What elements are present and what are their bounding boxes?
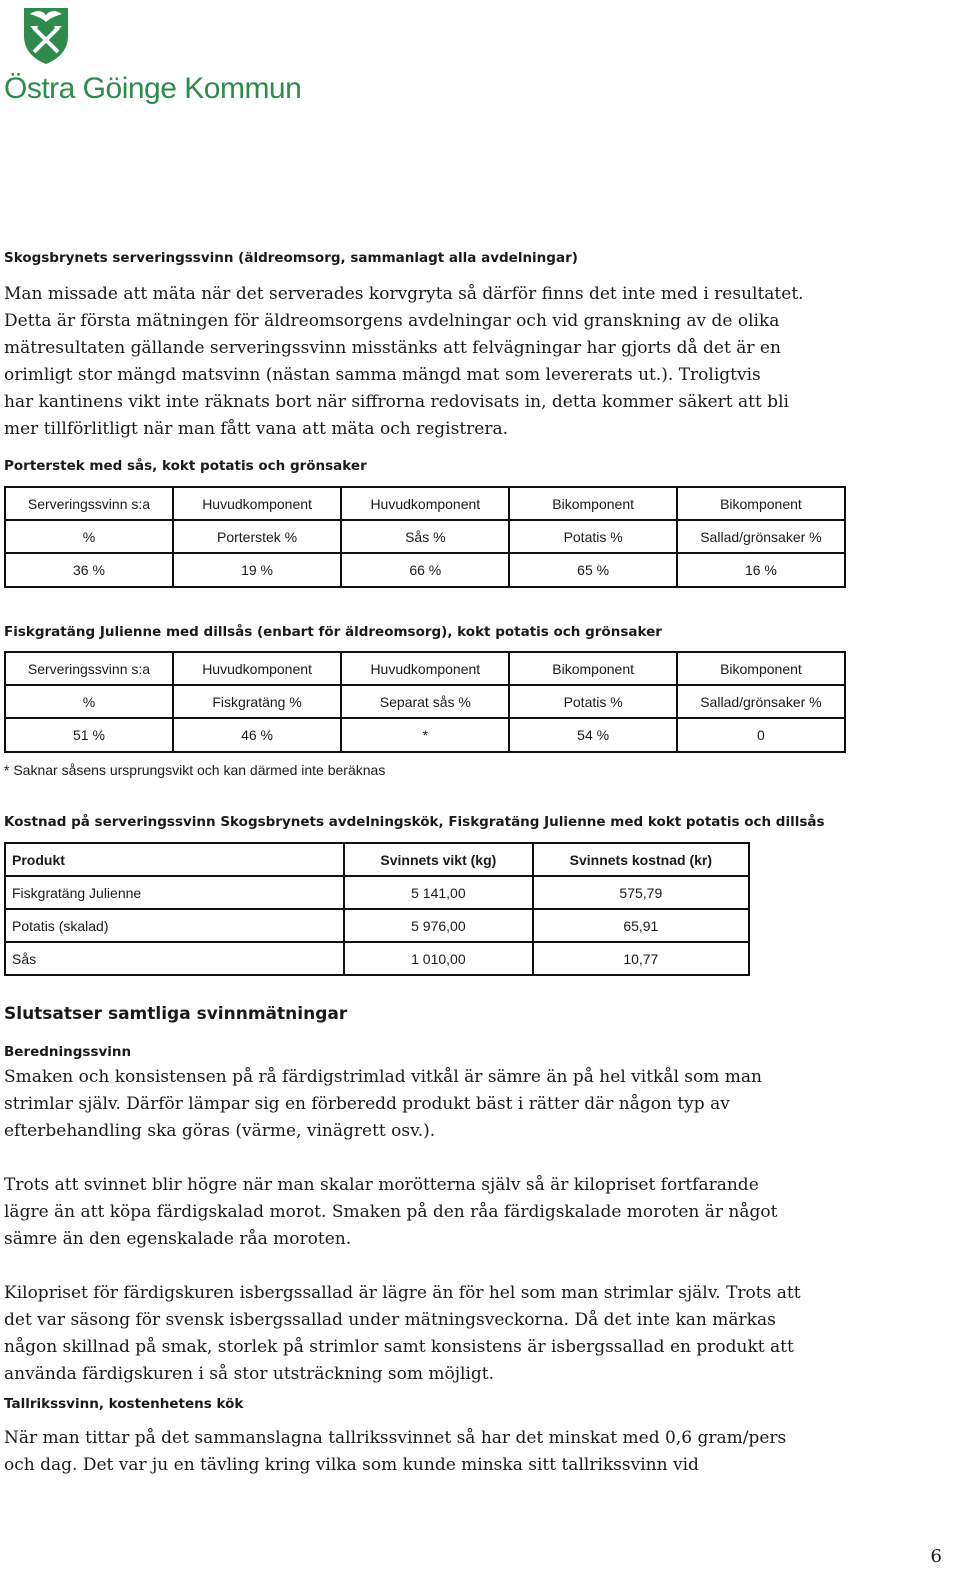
- table-cell: Huvudkomponent: [341, 652, 509, 685]
- table-cell: 65,91: [533, 909, 749, 942]
- table-cell: Porterstek %: [173, 520, 341, 553]
- table-row: [5, 718, 845, 752]
- text-line: Smaken och konsistensen på rå färdigstrimlad vitkål är sämre än på hel vitkål som man: [4, 1067, 762, 1087]
- table-cell: 66 %: [341, 553, 509, 587]
- text-line: och dag. Det var ju en tävling kring vilka som kunde minska sitt tallrikssvinn vid: [4, 1455, 699, 1475]
- text-line: har kantinens vikt inte räknats bort när siffrorna redovisats in, detta kommer säkert att bli: [4, 392, 789, 412]
- table-cell: Huvudkomponent: [173, 487, 341, 520]
- table-cell: Potatis (skalad): [5, 909, 344, 942]
- table-row: [5, 553, 845, 587]
- text-line: sämre än den egenskalade råa moroten.: [4, 1229, 352, 1249]
- text-line: Kilopriset för färdigskuren isbergssallad är lägre än för hel som man strimlar själv. Trots att: [4, 1283, 801, 1303]
- table-heading: Kostnad på serveringssvinn Skogsbrynets avdelningskök, Fiskgratäng Julienne med kokt potatis och dillsås: [4, 814, 825, 830]
- table-cell: Bikomponent: [677, 487, 845, 520]
- table-cell: 5 141,00: [344, 876, 533, 909]
- coat-of-arms-icon: [22, 6, 70, 66]
- text-line: När man tittar på det sammanslagna tallrikssvinnet så har det minskat med 0,6 gram/pers: [4, 1428, 787, 1448]
- table-header-row: [5, 843, 749, 876]
- column-header: Svinnets vikt (kg): [344, 843, 533, 876]
- table-row: [5, 909, 749, 942]
- paragraph: [4, 1280, 804, 1388]
- table-cell: 10,77: [533, 942, 749, 975]
- table-cell: Sås %: [341, 520, 509, 553]
- section-paragraph: [4, 281, 804, 443]
- text-line: lägre än att köpa färdigskalad morot. Smaken på den råa färdigskalade moroten är något: [4, 1202, 778, 1222]
- column-header: Svinnets kostnad (kr): [533, 843, 749, 876]
- paragraph: [4, 1064, 804, 1145]
- org-name: Östra Göinge Kommun: [4, 72, 302, 105]
- table-cell: Bikomponent: [509, 487, 676, 520]
- table-cell: 54 %: [509, 718, 676, 752]
- subheading: Beredningssvinn: [4, 1044, 132, 1060]
- page-number: 6: [930, 1546, 942, 1567]
- table-cell: Fiskgratäng Julienne: [5, 876, 344, 909]
- table-cell: Potatis %: [509, 520, 676, 553]
- table-cell: 19 %: [173, 553, 341, 587]
- table-cell: Serveringssvinn s:a: [5, 652, 173, 685]
- table-cell: Bikomponent: [509, 652, 676, 685]
- table-cell: Bikomponent: [677, 652, 845, 685]
- table-cell: Sallad/grönsaker %: [677, 685, 845, 718]
- table-row: [5, 520, 845, 553]
- table-cell: 5 976,00: [344, 909, 533, 942]
- table-cell: *: [341, 718, 509, 752]
- table-cell: Fiskgratäng %: [173, 685, 341, 718]
- footnote: * Saknar såsens ursprungsvikt och kan därmed inte beräknas: [4, 762, 386, 778]
- table-cell: 1 010,00: [344, 942, 533, 975]
- table-cell: 16 %: [677, 553, 845, 587]
- text-line: någon skillnad på smak, storlek på strimlor samt konsistens är isbergssallad en produkt att: [4, 1337, 794, 1357]
- table-row: [5, 652, 845, 685]
- text-line: orimligt stor mängd matsvinn (nästan samma mängd mat som levererats ut.). Troligtvis: [4, 365, 761, 385]
- subheading: Tallrikssvinn, kostenhetens kök: [4, 1396, 244, 1412]
- text-line: Detta är första mätningen för äldreomsorgens avdelningar och vid granskning av de olika: [4, 311, 780, 331]
- waste-table-porterstek: [4, 486, 846, 588]
- table-cell: Huvudkomponent: [173, 652, 341, 685]
- paragraph: [4, 1172, 804, 1253]
- paragraph: [4, 1425, 804, 1479]
- table-cell: %: [5, 685, 173, 718]
- table-cell: %: [5, 520, 173, 553]
- table-heading: Porterstek med sås, kokt potatis och grönsaker: [4, 458, 367, 474]
- table-row: [5, 876, 749, 909]
- table-cell: Separat sås %: [341, 685, 509, 718]
- table-cell: Sås: [5, 942, 344, 975]
- waste-table-fiskgratang: [4, 651, 846, 753]
- table-cell: 0: [677, 718, 845, 752]
- table-row: [5, 685, 845, 718]
- text-line: strimlar själv. Därför lämpar sig en förberedd produkt bäst i rätter där någon typ av: [4, 1094, 730, 1114]
- text-line: det var säsong för svensk isbergssallad under mätningsveckorna. Då det inte kan märkas: [4, 1310, 776, 1330]
- text-line: Man missade att mäta när det serverades korvgryta så därför finns det inte med i resultatet.: [4, 284, 804, 304]
- section-heading: Skogsbrynets serveringssvinn (äldreomsorg, sammanlagt alla avdelningar): [4, 250, 578, 266]
- table-cell: Serveringssvinn s:a: [5, 487, 173, 520]
- table-cell: 65 %: [509, 553, 676, 587]
- table-row: [5, 942, 749, 975]
- conclusions-title: Slutsatser samtliga svinnmätningar: [4, 1004, 348, 1024]
- cost-table: [4, 842, 750, 976]
- table-cell: 51 %: [5, 718, 173, 752]
- logo: [22, 6, 70, 66]
- text-line: efterbehandling ska göras (värme, vinägrett osv.).: [4, 1121, 436, 1141]
- table-cell: Huvudkomponent: [341, 487, 509, 520]
- table-cell: 36 %: [5, 553, 173, 587]
- table-cell: 575,79: [533, 876, 749, 909]
- column-header: Produkt: [5, 843, 344, 876]
- table-heading: Fiskgratäng Julienne med dillsås (enbart för äldreomsorg), kokt potatis och grönsaker: [4, 624, 662, 640]
- text-line: mätresultaten gällande serveringssvinn misstänks att felvägningar har gjorts då det är en: [4, 338, 781, 358]
- text-line: Trots att svinnet blir högre när man skalar morötterna själv så är kilopriset fortfarande: [4, 1175, 759, 1195]
- table-cell: Sallad/grönsaker %: [677, 520, 845, 553]
- table-cell: 46 %: [173, 718, 341, 752]
- text-line: mer tillförlitligt när man fått vana att mäta och registrera.: [4, 419, 508, 439]
- text-line: använda färdigskuren i så stor utsträckning som möjligt.: [4, 1364, 495, 1384]
- table-cell: Potatis %: [509, 685, 676, 718]
- table-row: [5, 487, 845, 520]
